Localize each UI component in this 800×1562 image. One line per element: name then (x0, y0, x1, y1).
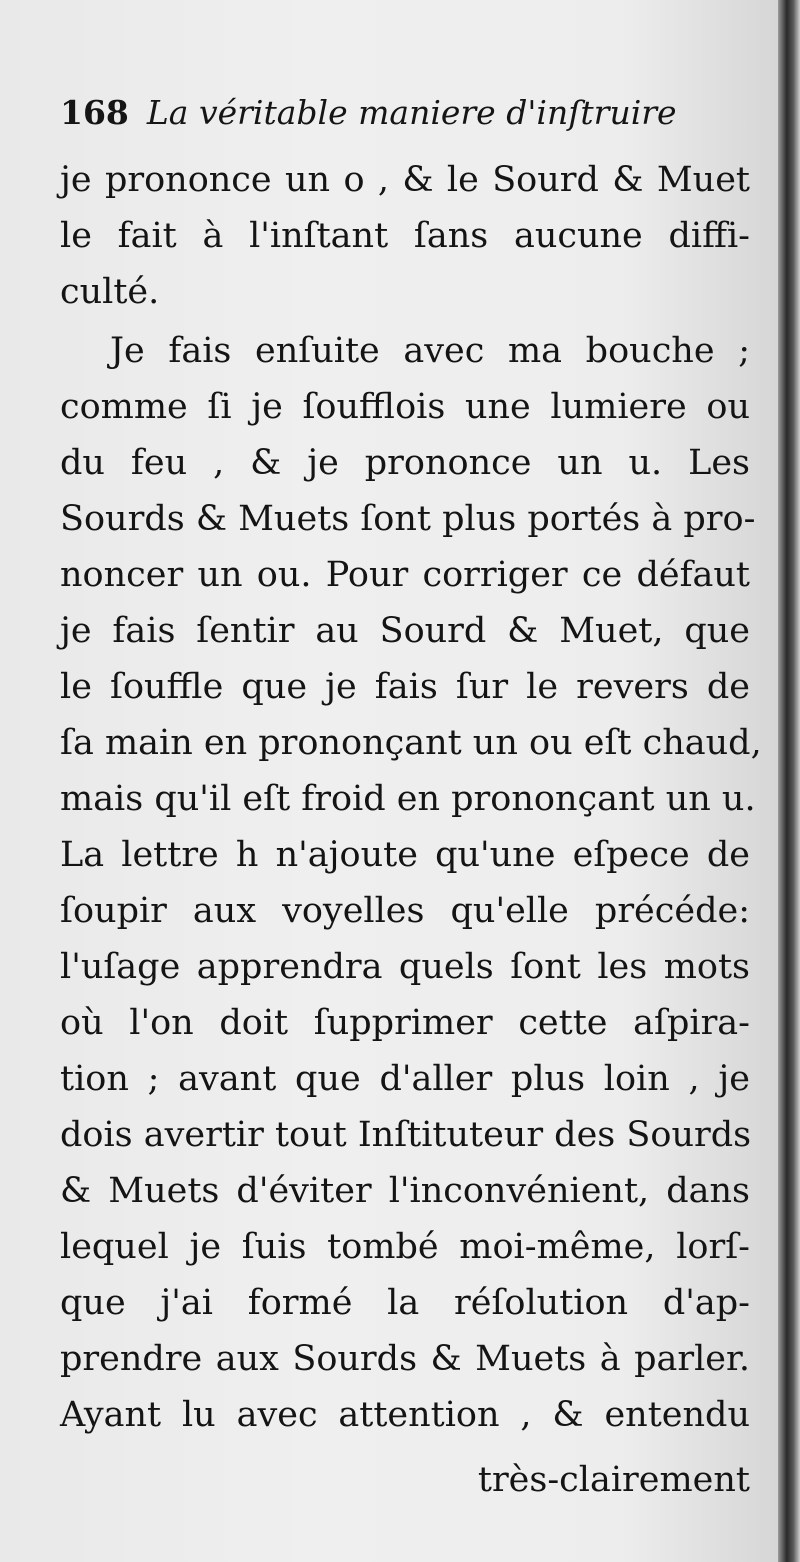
book-spine-edge (778, 0, 800, 1562)
text-line: je fais ſentir au Sourd & Muet, que (60, 611, 750, 651)
text-line: tion ; avant que d'aller plus loin , je (60, 1059, 750, 1099)
text-line: Sourds & Muets ſont plus portés à pro- (60, 499, 756, 539)
text-line: ſoupir aux voyelles qu'elle précéde: (60, 891, 750, 931)
text-line: que j'ai formé la réſolution d'ap- (60, 1283, 750, 1323)
text-line: prendre aux Sourds & Muets à parler. (60, 1339, 750, 1379)
text-line: Ayant lu avec attention , & entendu (60, 1395, 750, 1435)
text-line: comme ſi je ſoufflois une lumiere ou (60, 387, 750, 427)
text-line: le ſouffle que je fais ſur le revers de (60, 667, 750, 707)
catchword: très-clairement (477, 1460, 750, 1500)
text-line: & Muets d'éviter l'inconvénient, dans (60, 1171, 750, 1211)
text-line: La lettre h n'ajoute qu'une eſpece de (60, 835, 750, 875)
text-line: je prononce un o , & le Sourd & Muet (60, 160, 750, 200)
text-line: noncer un ou. Pour corriger ce défaut (60, 555, 750, 595)
text-line: où l'on doit ſupprimer cette aſpira- (60, 1003, 750, 1043)
text-line: le fait à l'inſtant ſans aucune diffi- (60, 216, 750, 256)
text-line: Je fais enſuite avec ma bouche ; (110, 331, 750, 371)
text-line: l'uſage apprendra quels ſont les mots (60, 947, 750, 987)
running-title: La véritable maniere d'inſtruire (146, 93, 677, 132)
page-number: 168 (60, 93, 129, 132)
text-line: dois avertir tout Inſtituteur des Sourds (60, 1115, 752, 1155)
running-header (60, 88, 750, 138)
text-line: culté. (60, 272, 160, 312)
text-line: ſa main en prononçant un ou eſt chaud, (60, 723, 762, 763)
text-line: du feu , & je prononce un u. Les (60, 443, 750, 483)
text-line: mais qu'il eſt froid en prononçant un u. (60, 779, 756, 819)
text-line: lequel je ſuis tombé moi-même, lorſ- (60, 1227, 750, 1267)
